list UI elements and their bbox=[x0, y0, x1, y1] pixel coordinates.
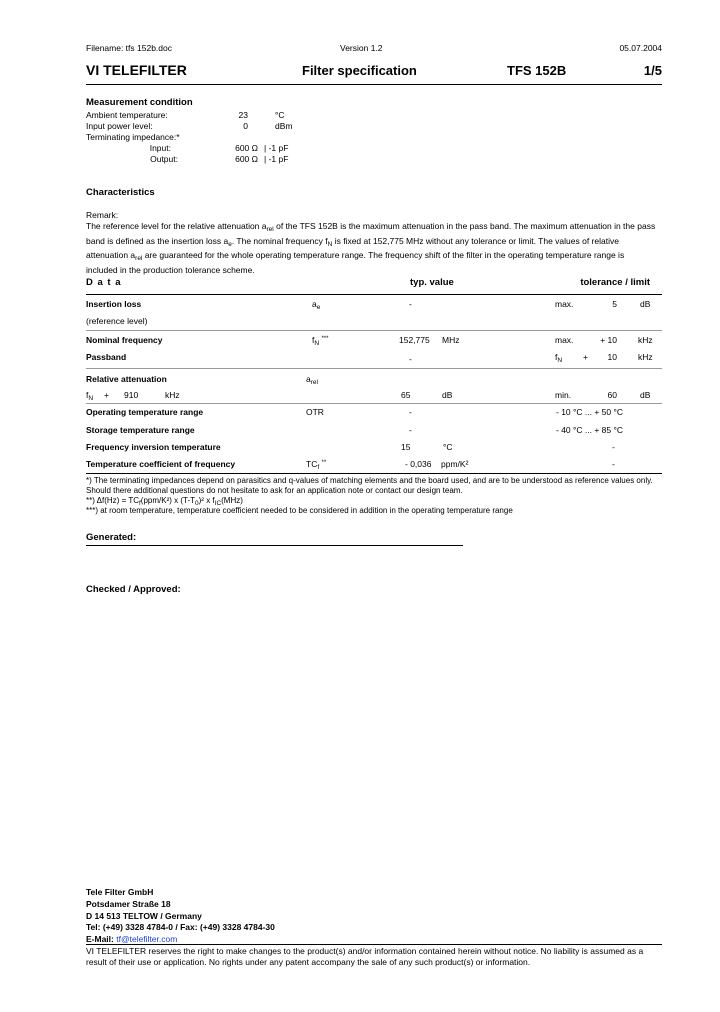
output-cap: | -1 pF bbox=[264, 154, 289, 164]
ambient-unit: °C bbox=[275, 110, 285, 120]
terminating-label: Terminating impedance:* bbox=[86, 132, 180, 142]
note-tc-formula: **) $\Delta f(Hz) = TC_f(ppm/K^2)$ x $(T-T_0)^2$ x $f_{IC}(MHz)$ bbox=[86, 496, 243, 507]
header-date: 05.07.2004 bbox=[619, 43, 662, 53]
footer-company: Tele Filter GmbH bbox=[86, 887, 154, 897]
passband-tol-plus: + bbox=[583, 352, 588, 362]
tc-tol: - bbox=[612, 459, 615, 469]
passband-tol-sym: $f_N$ bbox=[555, 352, 563, 364]
tc-unit: ppm/K² bbox=[441, 459, 469, 469]
footer-email-label: E-Mail: bbox=[86, 934, 114, 944]
insertion-tol-kind: max. bbox=[555, 299, 574, 309]
footer-tel: Tel: (+49) 3328 4784-0 / Fax: (+49) 3328 4784-30 bbox=[86, 922, 275, 932]
rel-f-symbol: $f_N$ bbox=[86, 390, 94, 402]
input-label: Input: bbox=[149, 143, 171, 153]
rel-tol-kind: min. bbox=[555, 390, 572, 400]
nominal-tol-kind: max. bbox=[555, 335, 574, 345]
output-label: Output: bbox=[150, 154, 178, 164]
output-value: 600 Ω bbox=[235, 154, 258, 164]
insertion-tol-val: 5 bbox=[612, 299, 617, 309]
header-filename: Filename: tfs 152b.doc bbox=[86, 43, 172, 53]
power-unit: dBm bbox=[275, 121, 293, 131]
str-tol: - 40 °C ... + 85 °C bbox=[556, 425, 624, 435]
footer-email-line bbox=[86, 934, 177, 944]
table-bottom-rule bbox=[86, 473, 662, 474]
logo-text: TELEFILTER bbox=[103, 62, 187, 78]
generated-label: Generated: bbox=[86, 532, 137, 543]
nominal-tol-val: + 10 bbox=[600, 335, 617, 345]
doc-title: Filter specification bbox=[302, 63, 417, 78]
reference-level: (reference level) bbox=[86, 316, 148, 326]
tc-label: Temperature coefficient of frequency bbox=[86, 459, 236, 469]
note-impedance: *) The terminating impedances depend on parasitics and q-values of matching elements and the board used, and are to be understood as reference values only. Should there additional questions do not hesitate to ask for an application note or contact our design team. bbox=[86, 476, 653, 495]
fit-typ: 15 bbox=[401, 442, 411, 452]
col-typ: typ. value bbox=[410, 277, 454, 288]
company-logo bbox=[86, 62, 187, 78]
table-header-rule bbox=[86, 294, 662, 295]
passband-tol-val: 10 bbox=[607, 352, 617, 362]
fit-label: Frequency inversion temperature bbox=[86, 442, 221, 452]
nominal-tol-unit: kHz bbox=[638, 335, 653, 345]
power-value: 0 bbox=[243, 121, 248, 131]
row-divider bbox=[86, 403, 662, 404]
rel-plus: + bbox=[104, 390, 109, 400]
header-version: Version 1.2 bbox=[340, 43, 383, 53]
fit-unit: °C bbox=[443, 442, 453, 452]
characteristics-title: Characteristics bbox=[86, 187, 155, 198]
rel-typ: 65 bbox=[401, 390, 411, 400]
nominal-typ-unit: MHz bbox=[442, 335, 460, 345]
tc-typ: - 0,036 bbox=[405, 459, 432, 469]
otr-symbol: OTR bbox=[306, 407, 324, 417]
nominal-typ: 152,775 bbox=[399, 335, 430, 345]
otr-label: Operating temperature range bbox=[86, 407, 204, 417]
col-data: D a t a bbox=[86, 277, 122, 288]
page-number: 1/5 bbox=[643, 63, 662, 78]
measurement-title: Measurement condition bbox=[86, 97, 193, 108]
nominal-symbol: $f_N$ *** bbox=[312, 335, 329, 347]
header-rule bbox=[86, 84, 662, 85]
footer-rule bbox=[86, 944, 662, 945]
part-number: TFS 152B bbox=[507, 63, 567, 78]
footer-disclaimer: VI TELEFILTER reserves the right to make changes to the product(s) and/or information contained herein without notice. No liability is assumed as a result of their use or application. No rights under any patent accompany the sale of any such product(s) or information. bbox=[86, 946, 644, 967]
logo-mark: VI bbox=[86, 62, 100, 78]
remark-text: The reference level for the relative attenuation $a_{rel}$ of the TFS 152B is the maximum attenuation in the pass band. The maximum attenuation in the pass band is defined as the insertion loss $a_e$. The nominal frequency $f_N$ is fixed at 152,775 MHz without any tolerance or limit. The values of relative attenuation $a_{rel}$ are guaranteed for the whole operating temperature range. The frequency shift of the filter in the operating temperature range is included in the production tolerance scheme. bbox=[86, 221, 656, 275]
rel-typ-unit: dB bbox=[442, 390, 453, 400]
rel-freq: 910 bbox=[124, 390, 139, 400]
passband-tol-unit: kHz bbox=[638, 352, 653, 362]
insertion-symbol: $a_e$ bbox=[312, 299, 321, 311]
ambient-label: Ambient temperature: bbox=[86, 110, 168, 120]
insertion-typ: - bbox=[409, 299, 412, 309]
str-typ: - bbox=[409, 425, 412, 435]
rel-freq-unit: kHz bbox=[165, 390, 180, 400]
power-label: Input power level: bbox=[86, 121, 153, 131]
row-divider bbox=[86, 368, 662, 369]
passband-typ: - bbox=[409, 354, 412, 364]
passband-label: Passband bbox=[86, 352, 127, 362]
tc-symbol: $TC_f$ ** bbox=[306, 459, 327, 471]
footer-street: Potsdamer Straße 18 bbox=[86, 899, 171, 909]
input-cap: | -1 pF bbox=[264, 143, 289, 153]
rel-symbol: $a_{rel}$ bbox=[306, 374, 318, 386]
col-tol: tolerance / limit bbox=[580, 277, 650, 288]
footer-email-link[interactable]: tf@telefilter.com bbox=[116, 934, 178, 944]
nominal-label: Nominal frequency bbox=[86, 335, 163, 345]
remark-label: Remark: bbox=[86, 210, 119, 220]
insertion-tol-unit: dB bbox=[640, 299, 651, 309]
fit-tol: - bbox=[612, 442, 615, 452]
ambient-value: 23 bbox=[238, 110, 248, 120]
rel-tol-val: 60 bbox=[607, 390, 617, 400]
otr-typ: - bbox=[409, 407, 412, 417]
insertion-label: Insertion loss bbox=[86, 299, 142, 309]
input-value: 600 Ω bbox=[235, 143, 258, 153]
str-label: Storage temperature range bbox=[86, 425, 195, 435]
rel-label: Relative attenuation bbox=[86, 374, 167, 384]
otr-tol: - 10 °C ... + 50 °C bbox=[556, 407, 624, 417]
rel-tol-unit: dB bbox=[640, 390, 651, 400]
generated-rule bbox=[86, 545, 463, 546]
checked-label: Checked / Approved: bbox=[86, 584, 181, 595]
row-divider bbox=[86, 330, 662, 331]
note-room-temp: ***) at room temperature, temperature coefficient needed to be considered in addition in the operating temperature range bbox=[86, 506, 513, 515]
footer-city: D 14 513 TELTOW / Germany bbox=[86, 911, 202, 921]
